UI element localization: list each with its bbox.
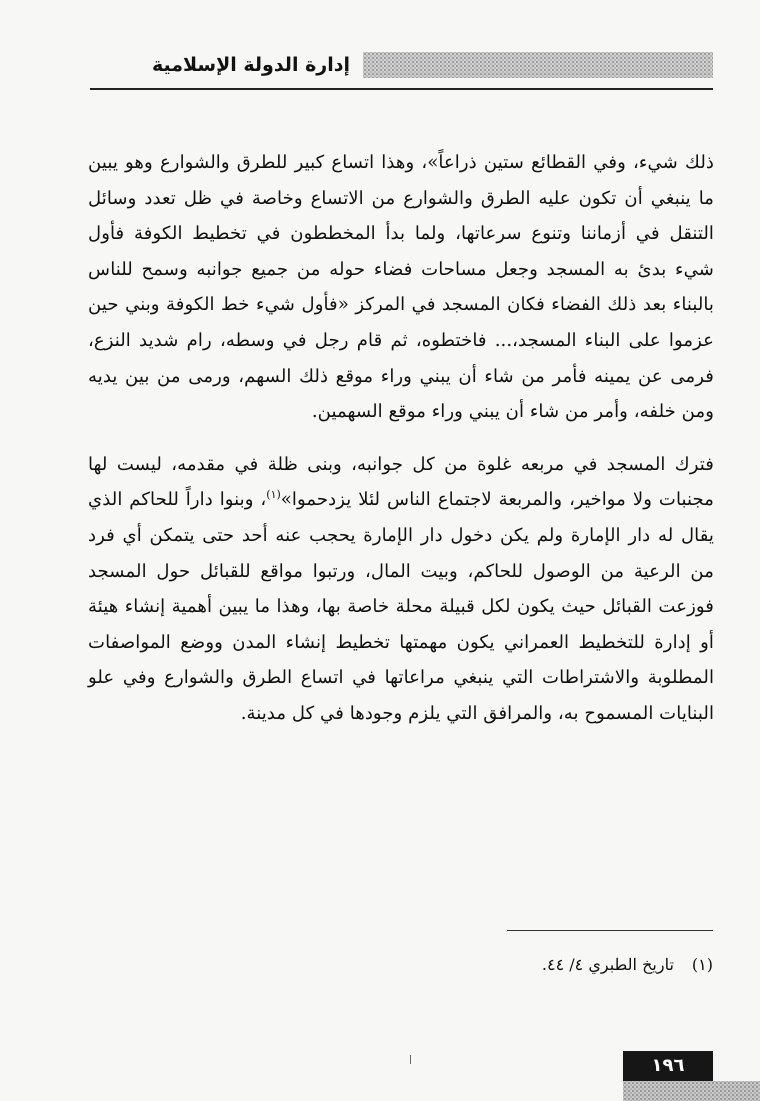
header-decorative-pattern — [363, 52, 713, 78]
paragraph-text: ، وبنوا داراً للحاكم الذي يقال له دار الإمارة ولم يكن دخول دار الإمارة يحجب عنه أحد حتى يتمكن أي فرد من الرعية من الوصول للحاكم، وبيت المال، ورتبوا مواقع للقبائل حول المسجد فوزعت القبائل حيث يكون لكل قبيلة محلة خاصة بها، وهذا ما يبين أهمية إنشاء هيئة أو إدارة للتخطيط العمراني يكون مهمتها تخطيط إنشاء المدن ووضع المواصفات المطلوبة والاشتراطات التي ينبغي مراعاتها في اتساع الطرق والشوارع وفي علو البنايات المسموح به، والمرافق التي يلزم وجودها في كل مدينة. — [88, 489, 714, 724]
footnote-marker: (١) — [691, 955, 713, 974]
page-number: ١٩٦ — [623, 1051, 713, 1081]
footnote-rule — [507, 930, 713, 931]
paragraph: ذلك شيء، وفي القطائع ستين ذراعاً»، وهذا اتساع كبير للطرق والشوارع وهو يبين ما ينبغي أن تكون عليه الطرق والشوارع من الاتساع وخاصة في ظل تعدد وسائل التنقل في أزماننا وتنوع سرعاتها، ولما بدأ المخططون في تخطيط الكوفة فأول شيء بدئ به المسجد وجعل مساحات فضاء حوله من جميع جوانبه وسمح للناس بالبناء بعد ذلك الفضاء فكان المسجد في المركز «فأول شيء خط الكوفة وبني حين عزموا على البناء المسجد،... فاختطوه، ثم قام رجل في وسطه، رام شديد النزع، فرمى عن يمينه فأمر من شاء أن يبني وراء موقع ذلك السهم، ورمى من بين يديه ومن خلفه، وأمر من شاء أن يبني وراء موقع السهمين. — [88, 152, 715, 423]
corner-decorative-pattern — [623, 1081, 760, 1101]
footnote-reference: (١) — [266, 488, 281, 502]
paragraph-text: فترك المسجد في مربعه غلوة من كل جوانبه، وبنى ظلة في مقدمه، ليست لها مجنبات ولا مواخير، والمربعة لاجتماع الناس لئلا يزدحموا» — [88, 453, 715, 511]
header-rule — [90, 88, 713, 90]
footnote — [430, 950, 713, 980]
body-text — [88, 145, 714, 732]
footnote-text: تاريخ الطبري ٤/ ٤٤. — [541, 955, 674, 974]
running-title: إدارة الدولة الإسلامية — [151, 54, 350, 76]
page-speck — [410, 1055, 411, 1064]
paragraph — [88, 447, 714, 732]
